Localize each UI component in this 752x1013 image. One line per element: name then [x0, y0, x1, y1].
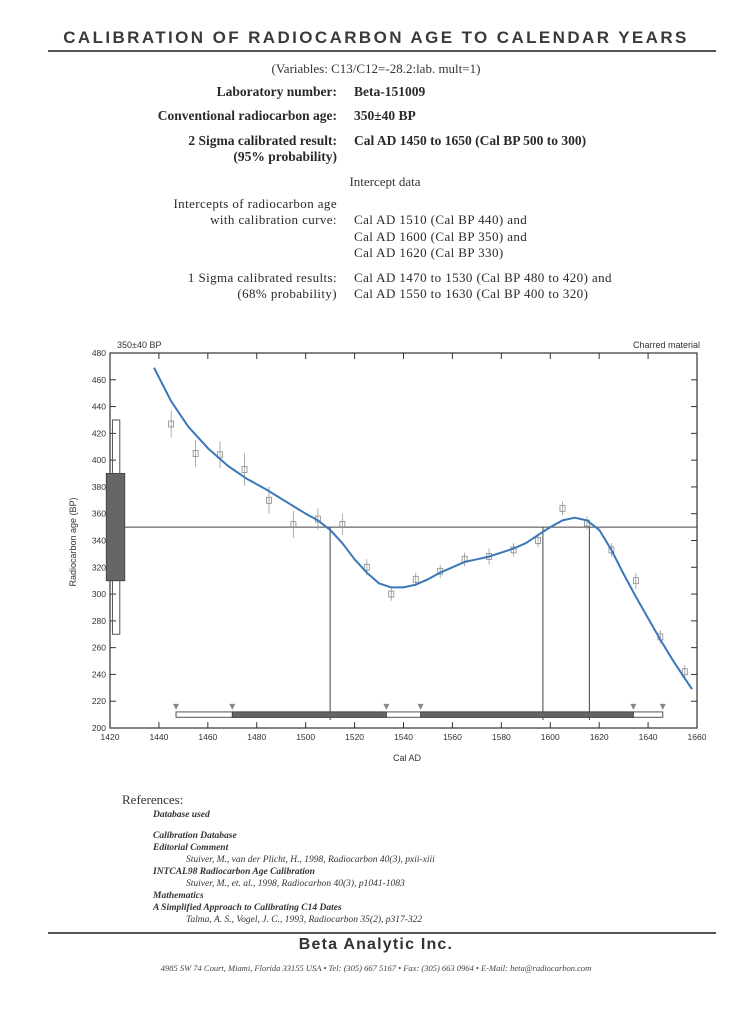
- lab-number-label: Laboratory number:: [216, 84, 337, 99]
- range-marker: [660, 704, 666, 710]
- company-address: 4985 SW 74 Court, Miami, Florida 33155 USA • Tel: (305) 667 5167 • Fax: (305) 663 0964 • E-Mail: beta@radiocarbon.com: [160, 963, 592, 973]
- reference-line: Talma, A. S., Vogel, J. C., 1993, Radiocarbon 35(2), p317-322: [186, 915, 423, 925]
- x-tick-label: 1440: [149, 732, 169, 742]
- reference-line: Editorial Comment: [153, 843, 229, 853]
- x-tick-label: 1540: [394, 732, 413, 742]
- y-tick-label: 300: [91, 589, 106, 600]
- one-sigma-age-bar: [106, 474, 124, 581]
- title-rule: [48, 50, 716, 52]
- report-title: CALIBRATION OF RADIOCARBON AGE TO CALENDAR YEARS: [63, 28, 689, 47]
- x-tick-label: 1600: [540, 732, 560, 742]
- calibration-curve: [154, 368, 692, 690]
- calibration-chart: [0, 330, 752, 770]
- intercepts-label-line2: with calibration curve:: [210, 212, 337, 227]
- x-axis-label: Cal AD: [392, 753, 422, 763]
- y-tick-label: 440: [91, 401, 106, 412]
- chart-top-left-label: 350±40 BP: [117, 340, 162, 350]
- y-tick-label: 240: [91, 669, 106, 680]
- footer-rule: [48, 932, 716, 934]
- variables-line: (Variables: C13/C12=-28.2:lab. mult=1): [271, 61, 481, 76]
- conventional-age-label: Conventional radiocarbon age:: [157, 108, 337, 123]
- y-tick-label: 280: [91, 615, 106, 626]
- x-tick-label: 1640: [638, 732, 658, 742]
- range-marker: [173, 704, 179, 710]
- two-sigma-probability: (95% probability): [233, 149, 337, 164]
- reference-line: Mathematics: [153, 891, 204, 901]
- x-tick-label: 1520: [345, 732, 365, 742]
- y-tick-label: 220: [91, 696, 106, 707]
- references-heading: References:: [122, 792, 184, 807]
- reference-line: Stuiver, M., van der Plicht, H., 1998, Radiocarbon 40(3), pxii-xiii: [186, 855, 435, 865]
- range-marker: [630, 704, 636, 710]
- y-tick-label: 420: [91, 428, 106, 439]
- two-sigma-value: Cal AD 1450 to 1650 (Cal BP 500 to 300): [354, 133, 587, 148]
- x-tick-label: 1480: [247, 732, 267, 742]
- conventional-age-value: 350±40 BP: [354, 108, 416, 123]
- one-sigma-cal-bar: [232, 712, 386, 717]
- one-sigma-probability: (68% probability): [237, 286, 337, 301]
- intercepts-label-line1: Intercepts of radiocarbon age: [173, 196, 337, 211]
- y-tick-label: 200: [91, 723, 106, 733]
- one-sigma-label: 1 Sigma calibrated results:: [187, 270, 337, 285]
- y-tick-label: 400: [91, 455, 106, 466]
- y-tick-label: 360: [91, 508, 106, 519]
- x-tick-label: 1500: [296, 732, 316, 742]
- company-name: Beta Analytic Inc.: [298, 936, 454, 953]
- range-marker: [418, 704, 424, 710]
- x-tick-label: 1560: [442, 732, 462, 742]
- x-tick-label: 1420: [100, 732, 120, 742]
- intercept-data-title: Intercept data: [349, 174, 421, 189]
- chart-top-right-label: Charred material: [632, 340, 700, 350]
- reference-line: Calibration Database: [153, 831, 237, 841]
- y-tick-label: 260: [91, 642, 106, 653]
- reference-line: A Simplified Approach to Calibrating C14 Dates: [153, 903, 342, 913]
- lab-number-value: Beta-151009: [354, 84, 426, 99]
- one-sigma-value-2: Cal AD 1550 to 1630 (Cal BP 400 to 320): [354, 286, 589, 301]
- y-tick-label: 460: [91, 374, 106, 385]
- x-tick-label: 1620: [589, 732, 609, 742]
- y-tick-label: 480: [91, 348, 106, 358]
- x-tick-label: 1460: [198, 732, 218, 742]
- y-axis-label: Radiocarbon age (BP): [68, 497, 78, 587]
- reference-line: Stuiver, M., et. al., 1998, Radiocarbon 40(3), p1041-1083: [186, 879, 405, 889]
- y-tick-label: 340: [91, 535, 106, 546]
- reference-line: INTCAL98 Radiocarbon Age Calibration: [153, 867, 315, 877]
- y-tick-label: 380: [91, 481, 106, 492]
- reference-line: Database used: [153, 810, 210, 820]
- one-sigma-cal-bar: [421, 712, 634, 717]
- one-sigma-value-1: Cal AD 1470 to 1530 (Cal BP 480 to 420) and: [354, 270, 612, 285]
- plot-area: [92, 348, 707, 742]
- y-tick-label: 320: [91, 562, 106, 573]
- range-marker: [383, 704, 389, 710]
- intercept-value-1: Cal AD 1510 (Cal BP 440) and: [354, 212, 528, 227]
- two-sigma-label: 2 Sigma calibrated result:: [188, 133, 337, 148]
- intercept-value-2: Cal AD 1600 (Cal BP 350) and: [354, 229, 528, 244]
- x-tick-label: 1580: [491, 732, 511, 742]
- plot-frame: [110, 353, 697, 728]
- x-tick-label: 1660: [687, 732, 707, 742]
- range-marker: [229, 704, 235, 710]
- intercept-value-3: Cal AD 1620 (Cal BP 330): [354, 245, 504, 260]
